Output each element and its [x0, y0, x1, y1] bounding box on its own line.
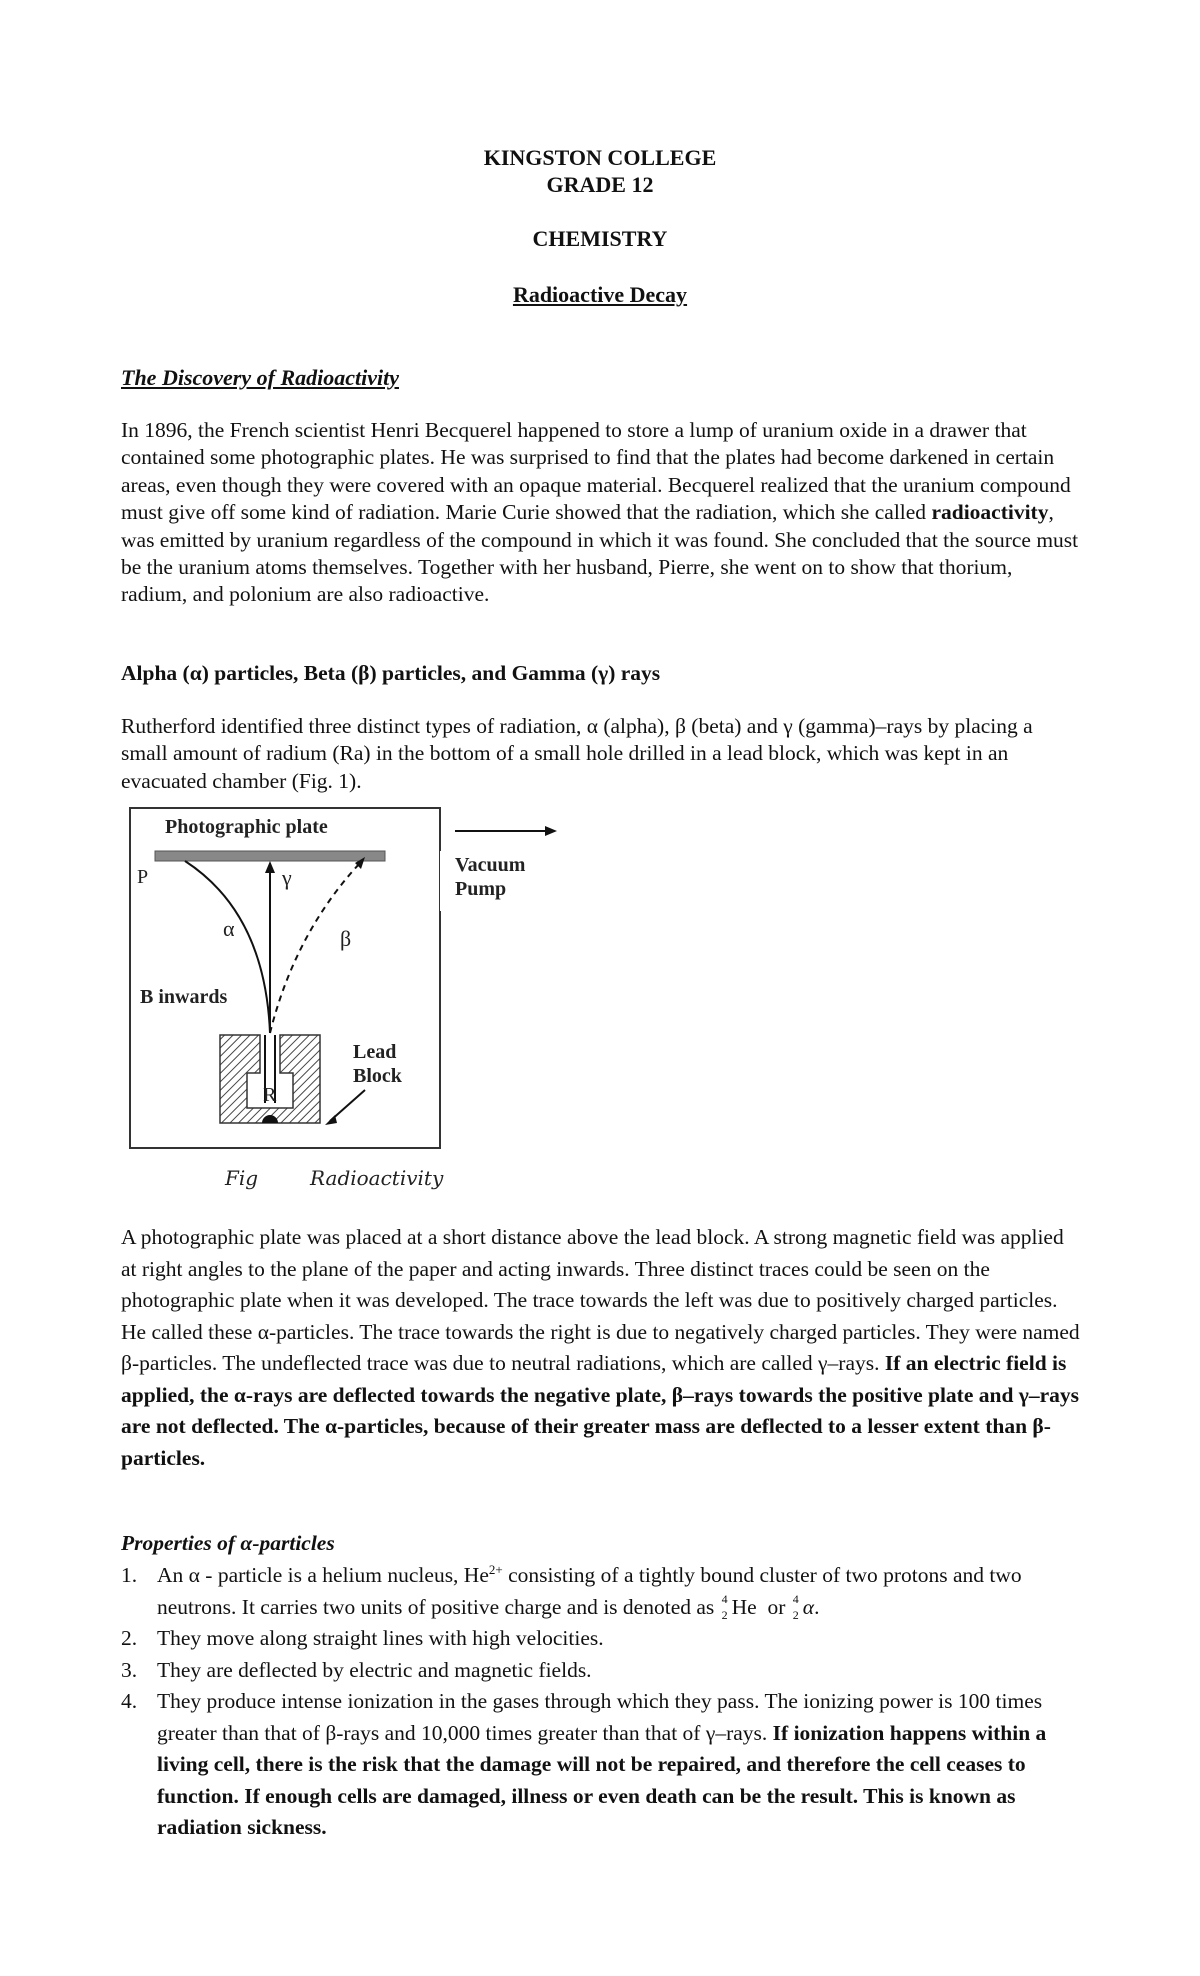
item4-text: They produce intense ionization in the gases through which they pass. The ionizing power is 100 times greater than that of β-rays and 10,000 times greater than that of γ–rays. — [157, 1689, 1043, 1745]
gamma-label: γ — [282, 865, 292, 890]
school-name: KINGSTON COLLEGE — [483, 145, 717, 170]
block-label: Block — [353, 1065, 402, 1087]
discovery-heading: The Discovery of Radioactivity — [121, 365, 399, 390]
list-text: They move along straight lines with high velocities. — [157, 1626, 604, 1650]
fig-caption-title: Radioactivity — [310, 1166, 444, 1190]
radioactivity-term: radioactivity — [931, 500, 1049, 525]
lead-pointer-head — [325, 1115, 337, 1125]
helium-charge: 2+ — [488, 1561, 503, 1577]
list-text — [157, 1560, 1081, 1623]
subject-label: CHEMISTRY — [532, 226, 668, 251]
item1-text-a: An α - particle is a helium nucleus, He — [157, 1563, 489, 1587]
radiation-types-heading: Alpha (α) particles, Beta (β) particles, and Gamma (γ) rays — [121, 661, 661, 685]
electric-field-text: If an electric field is applied, the α-rays are deflected towards the negative plate, β–rays towards the positive plate and γ–rays are not deflected. The α-particles, because of their greater mass are deflected to a lesser extent than β-particles. — [121, 1351, 1079, 1470]
grade-label: GRADE 12 — [546, 172, 654, 197]
alpha-symbol: α — [802, 1594, 815, 1619]
alpha-properties-list — [121, 1560, 1081, 1844]
alpha-mass-number: 4 — [792, 1591, 799, 1606]
mass-number: 4 — [721, 1591, 728, 1606]
p-label: P — [137, 866, 149, 888]
alpha-properties-heading: Properties of α-particles — [121, 1531, 335, 1555]
list-item — [121, 1623, 1081, 1655]
list-text — [157, 1686, 1081, 1844]
rutherford-paragraph: Rutherford identified three distinct types of radiation, α (alpha), β (beta) and γ (gamma)–rays by placing a small amount of radium (Ra) in the bottom of a small hole drilled in a lead block, which was kept in an evacuated chamber (Fig. 1). — [121, 714, 1033, 793]
topic-title — [0, 282, 1200, 308]
item1-end: . — [814, 1594, 820, 1619]
b-field-label: B inwards — [140, 986, 228, 1008]
beta-label: β — [340, 926, 352, 951]
alpha-mass-atomic-number — [791, 1591, 803, 1622]
discovery-text-2: , was emitted by uranium regardless of the compound in which it was found. She concluded that the source must be the uranium atoms themselves. Together with her husband, Pierre, she went on to show that thorium, radium, and polonium are also radioactive. — [121, 500, 1079, 607]
list-number: 2. — [121, 1626, 138, 1650]
topic-title-text: Radioactive Decay — [512, 282, 688, 307]
or-text: or — [756, 1594, 791, 1619]
radioactivity-figure — [125, 803, 565, 1203]
vacuum-label: Vacuum — [455, 854, 526, 876]
fig-caption-label: Fig — [225, 1166, 259, 1190]
list-number: 1. — [121, 1563, 138, 1587]
item1-text-b: consisting of a tightly bound cluster of two protons and two neutrons. It carries two units of positive charge and is denoted as — [157, 1563, 1022, 1619]
lead-label: Lead — [353, 1041, 397, 1063]
figure-diagram — [125, 803, 565, 1203]
plate-label: Photographic plate — [165, 816, 328, 838]
pump-label: Pump — [455, 878, 507, 900]
discovery-paragraph — [121, 417, 1081, 609]
list-item — [121, 1560, 1081, 1623]
gamma-ray-arrow — [265, 861, 275, 873]
alpha-atomic-number: 2 — [792, 1607, 799, 1622]
list-text: They are deflected by electric and magnetic fields. — [157, 1657, 592, 1682]
discovery-text-1: In 1896, the French scientist Henri Becquerel happened to store a lump of uranium oxide in a drawer that contained some photographic plates. He was surprised to find that the plates had become darkened in certain areas, even though they were covered with an opaque material. Becquerel realized that the uranium compound must give off some kind of radiation. Marie Curie showed that the radiation, which she called — [121, 418, 1071, 525]
list-number: 3. — [121, 1657, 138, 1682]
experiment-text: A photographic plate was placed at a short distance above the lead block. A strong magnetic field was applied at right angles to the plane of the paper and acting inwards. Three distinct traces could be seen on the photographic plate when it was developed. The trace towards the left was due to positively charged particles. He called these α-particles. The trace towards the right is due to negatively charged particles. They were named β-particles. The undeflected trace was due to neutral radiations, which are called γ–rays. — [121, 1225, 1080, 1375]
experiment-paragraph — [121, 1222, 1081, 1474]
list-item — [121, 1686, 1081, 1844]
r-label: R — [263, 1084, 277, 1106]
list-item — [121, 1655, 1081, 1687]
list-number: 4. — [121, 1689, 138, 1713]
helium-symbol: He — [731, 1594, 757, 1619]
radiation-sickness-text: If ionization happens within a living cell, there is the risk that the damage will not be repaired, and therefore the cell ceases to function. If enough cells are damaged, illness or even death can be the result. This is known as radiation sickness. — [157, 1720, 1047, 1839]
photographic-plate — [155, 851, 385, 861]
atomic-number: 2 — [721, 1607, 728, 1622]
alpha-label: α — [223, 916, 235, 941]
mass-atomic-number — [720, 1591, 732, 1622]
lead-block — [220, 1035, 320, 1123]
pump-arrow-head — [545, 826, 557, 836]
